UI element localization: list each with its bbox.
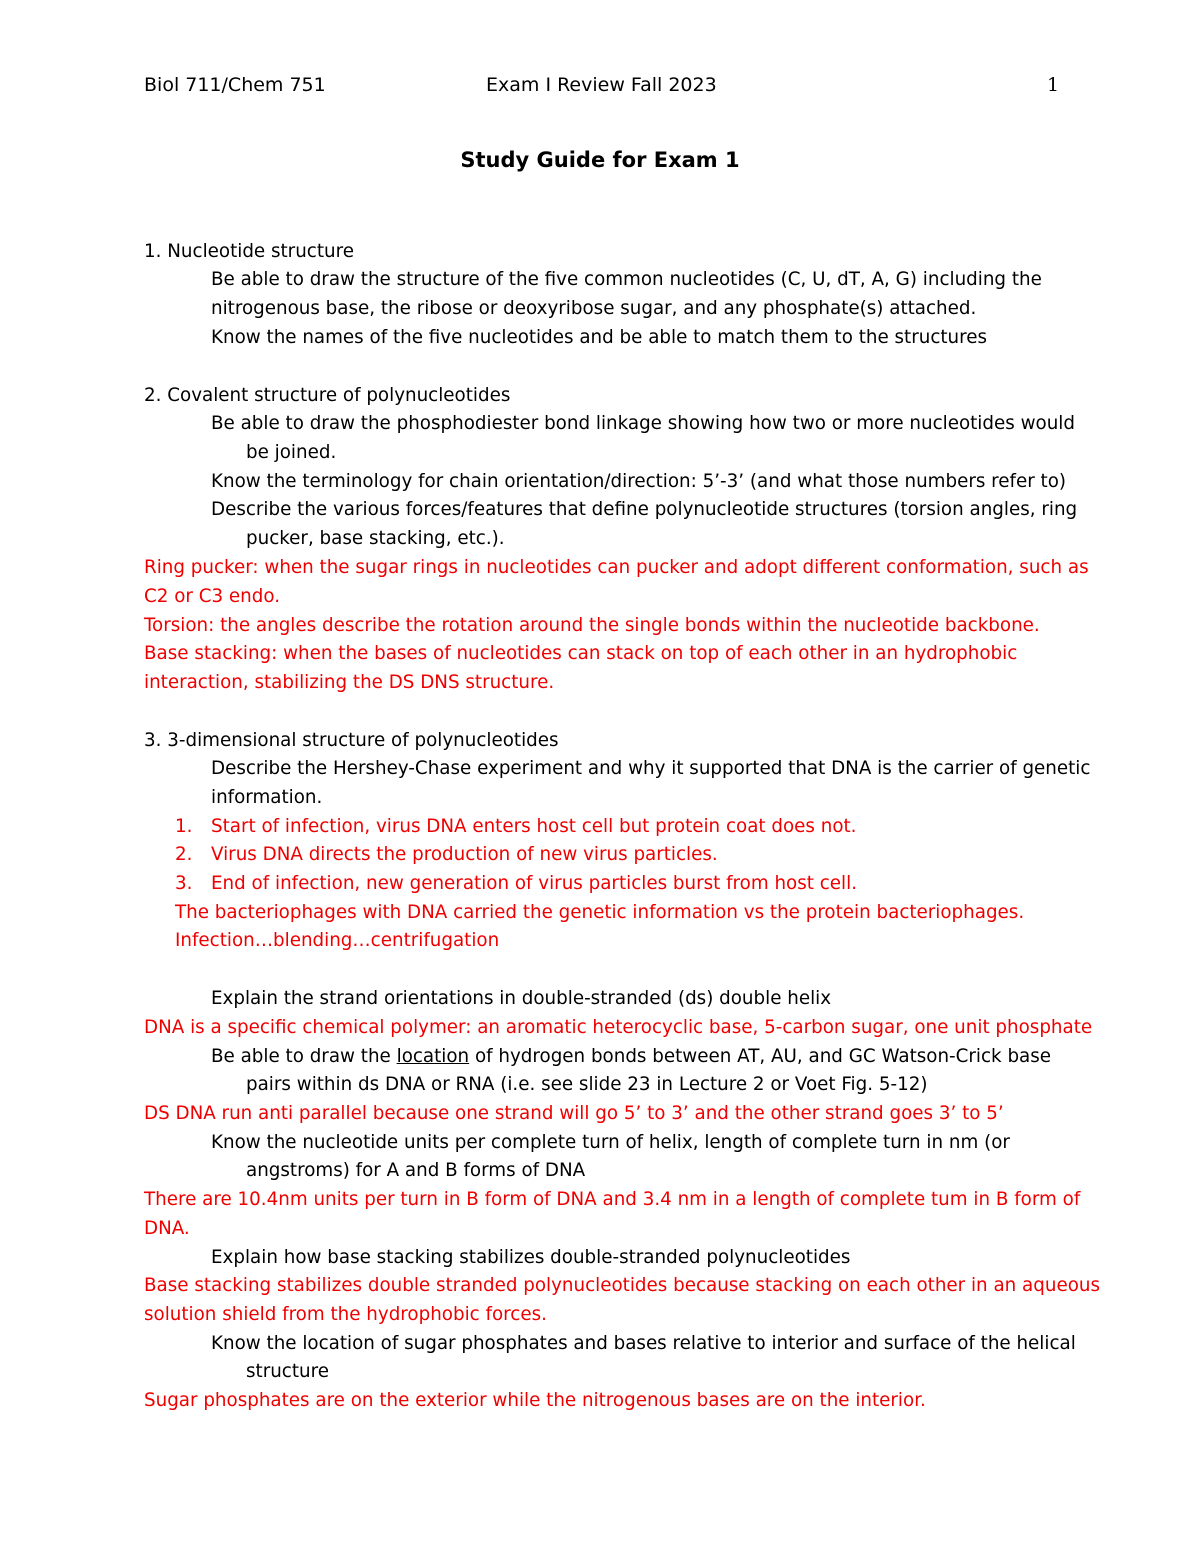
answer-base-stacking-line-1: Base stacking: when the bases of nucleotides can stack on top of each other in an hydrophobic	[144, 643, 1018, 664]
section-1-bullet-1-line-2: nitrogenous base, the ribose or deoxyribose sugar, and any phosphate(s) attached.	[211, 298, 977, 319]
section-3-heading: 3. 3-dimensional structure of polynucleotides	[144, 730, 559, 751]
section-3-bullet-3-line-1	[211, 1048, 1051, 1066]
step-3-number: 3.	[175, 873, 193, 894]
answer-helix-turn-line-2: DNA.	[144, 1218, 190, 1239]
step-1-text: Start of infection, virus DNA enters host cell but protein coat does not.	[211, 816, 857, 837]
section-3-bullet-6-line-1: Know the location of sugar phosphates and bases relative to interior and surface of the helical	[211, 1333, 1076, 1354]
section-1-bullet-1-line-1: Be able to draw the structure of the five common nucleotides (C, U, dT, A, G) including the	[211, 269, 1042, 290]
section-2-bullet-3-line-1: Describe the various forces/features that define polynucleotide structures (torsion angles, ring	[211, 499, 1078, 520]
answer-ring-pucker-line-1: Ring pucker: when the sugar rings in nucleotides can pucker and adopt different conformation, such as	[144, 557, 1089, 578]
section-2-bullet-1-line-2: be joined.	[246, 442, 337, 463]
section-3-bullet-4-line-1: Know the nucleotide units per complete turn of helix, length of complete turn in nm (or	[211, 1132, 1010, 1153]
bullet-3-underlined-word: location	[396, 1046, 470, 1067]
section-2-bullet-3-line-2: pucker, base stacking, etc.).	[246, 528, 505, 549]
page-title: Study Guide for Exam 1	[460, 148, 740, 172]
answer-base-stacking-line-2: interaction, stabilizing the DS DNS structure.	[144, 672, 555, 693]
section-2-bullet-2: Know the terminology for chain orientation/direction: 5’-3’ (and what those numbers refer to)	[211, 471, 1067, 492]
answer-antiparallel: DS DNA run anti parallel because one strand will go 5’ to 3’ and the other strand goes 3’ to 5’	[144, 1103, 1004, 1124]
step-2-text: Virus DNA directs the production of new virus particles.	[211, 844, 718, 865]
hershey-chase-answer-1: The bacteriophages with DNA carried the genetic information vs the protein bacteriophages.	[175, 902, 1025, 923]
section-2-bullet-1-line-1: Be able to draw the phosphodiester bond linkage showing how two or more nucleotides would	[211, 413, 1075, 434]
answer-base-stacking-stabilizes-line-2: solution shield from the hydrophobic forces.	[144, 1304, 547, 1325]
section-3-bullet-3-line-2: pairs within ds DNA or RNA (i.e. see slide 23 in Lecture 2 or Voet Fig. 5-12)	[246, 1074, 928, 1095]
answer-sugar-phosphates: Sugar phosphates are on the exterior while the nitrogenous bases are on the interior.	[144, 1390, 926, 1411]
bullet-3-text-post: of hydrogen bonds between AT, AU, and GC Watson-Crick base	[469, 1046, 1052, 1067]
answer-base-stacking-stabilizes-line-1: Base stacking stabilizes double stranded polynucleotides because stacking on each other in an aqueous	[144, 1275, 1100, 1296]
answer-torsion: Torsion: the angles describe the rotation around the single bonds within the nucleotide backbone.	[144, 615, 1040, 636]
answer-helix-turn-line-1: There are 10.4nm units per turn in B form of DNA and 3.4 nm in a length of complete tum in B form of	[144, 1189, 1081, 1210]
section-3-bullet-5: Explain how base stacking stabilizes double-stranded polynucleotides	[211, 1247, 851, 1268]
header-course: Biol 711/Chem 751	[144, 74, 326, 96]
section-3-bullet-2: Explain the strand orientations in double-stranded (ds) double helix	[211, 988, 832, 1009]
section-3-bullet-6-line-2: structure	[246, 1361, 329, 1382]
answer-dna-polymer: DNA is a specific chemical polymer: an aromatic heterocyclic base, 5-carbon sugar, one unit phosphate	[144, 1017, 1093, 1038]
section-2-heading: 2. Covalent structure of polynucleotides	[144, 385, 511, 406]
step-1-number: 1.	[175, 816, 193, 837]
section-3-bullet-1-line-2: information.	[211, 787, 323, 808]
section-3-bullet-1-line-1: Describe the Hershey-Chase experiment and why it supported that DNA is the carrier of genetic	[211, 758, 1091, 779]
section-1-bullet-2: Know the names of the five nucleotides and be able to match them to the structures	[211, 327, 988, 348]
section-3-bullet-4-line-2: angstroms) for A and B forms of DNA	[246, 1160, 586, 1181]
header-exam: Exam I Review Fall 2023	[486, 74, 717, 96]
bullet-3-text-pre: Be able to draw the	[211, 1046, 397, 1067]
step-3-text: End of infection, new generation of virus particles burst from host cell.	[211, 873, 858, 894]
answer-ring-pucker-line-2: C2 or C3 endo.	[144, 586, 281, 607]
hershey-chase-answer-2: Infection…blending…centrifugation	[175, 930, 500, 951]
section-1-heading: 1. Nucleotide structure	[144, 241, 354, 262]
step-2-number: 2.	[175, 844, 193, 865]
header-page-number: 1	[1047, 74, 1060, 96]
